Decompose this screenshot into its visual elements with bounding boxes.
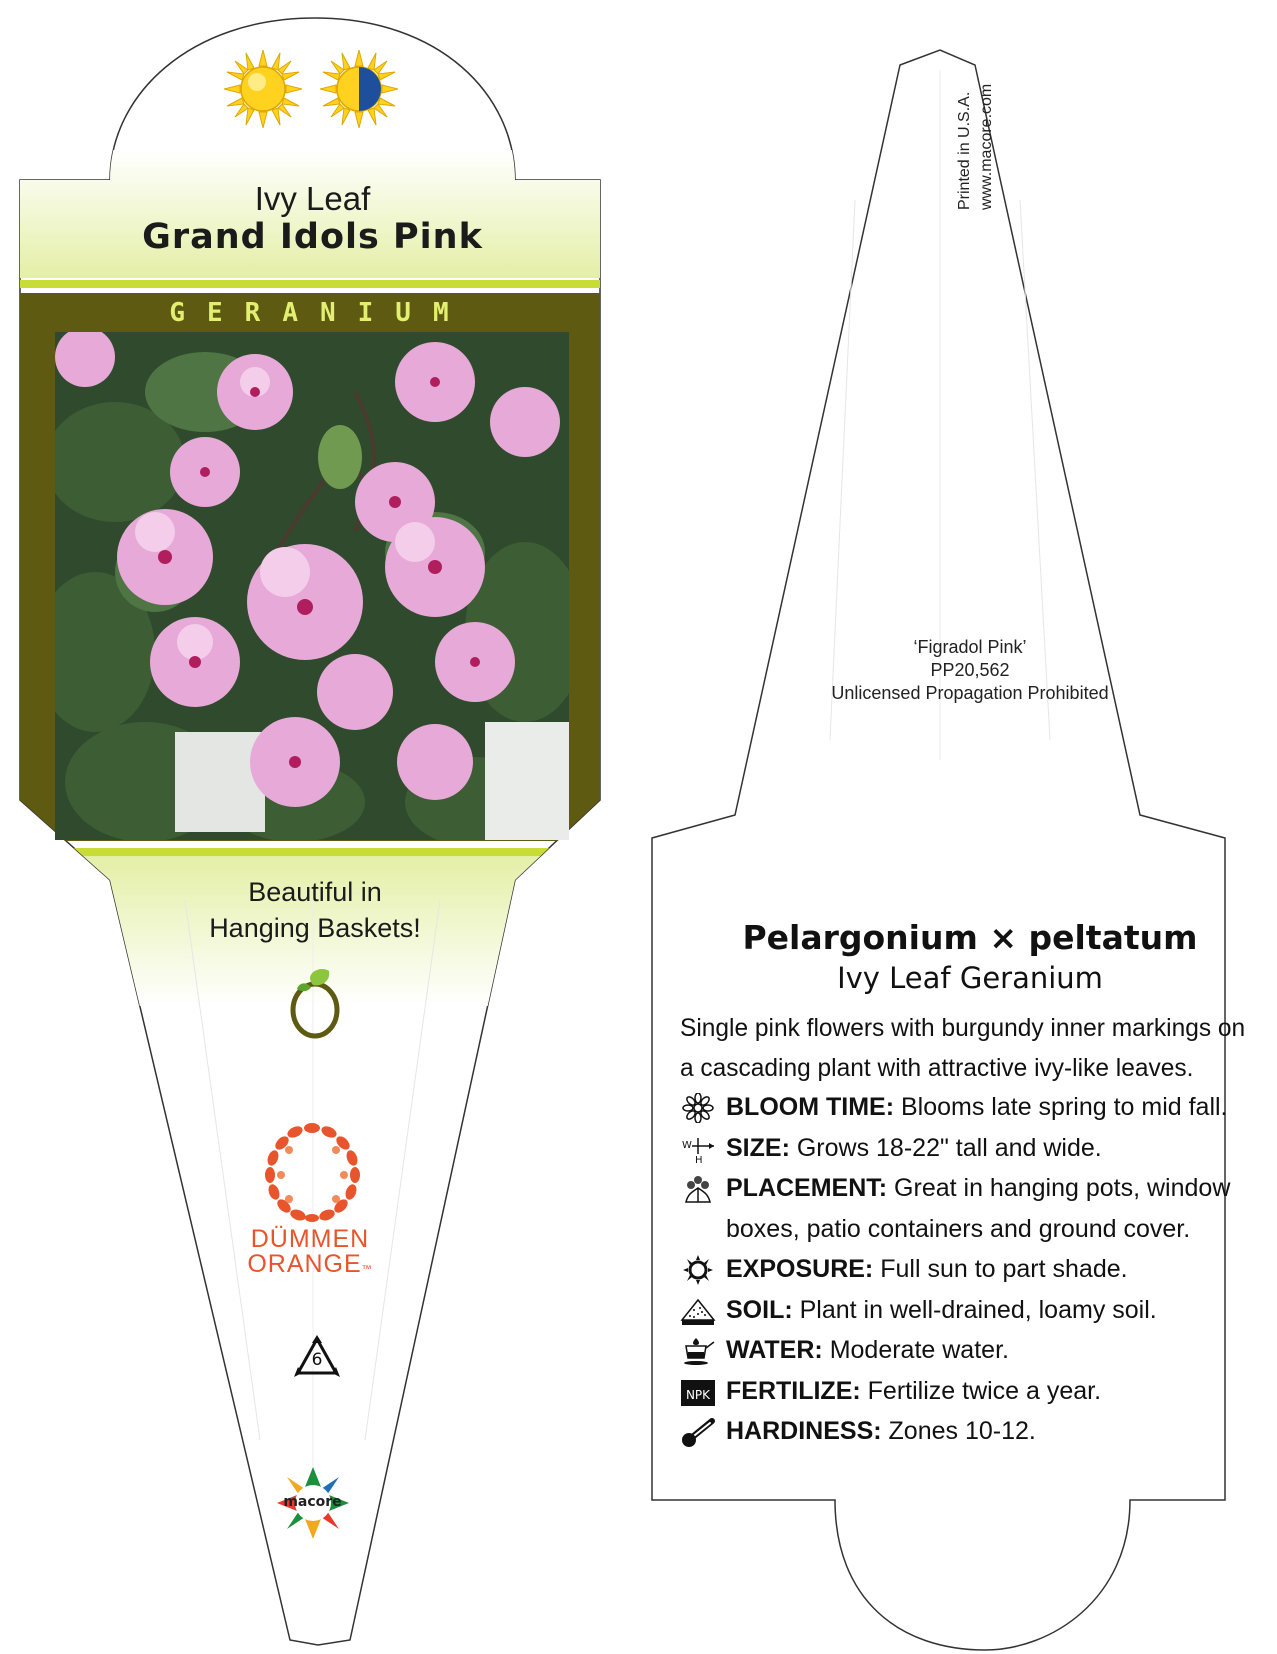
common-name: Ivy Leaf Geranium bbox=[837, 961, 1103, 995]
printed-in bbox=[954, 84, 998, 210]
brand-line1: DÜMMEN bbox=[250, 1225, 370, 1253]
water-icon bbox=[680, 1336, 716, 1366]
size-icon bbox=[680, 1134, 716, 1164]
size-icon-w: W bbox=[682, 1139, 692, 1151]
patent-info bbox=[740, 636, 1200, 705]
care-text: Plant in well-drained, loamy soil. bbox=[792, 1295, 1157, 1324]
care-text: Zones 10-12. bbox=[881, 1417, 1036, 1445]
soil-icon bbox=[680, 1296, 716, 1326]
cultivar-name: ‘Figradol Pink’ bbox=[913, 637, 1027, 657]
thermometer-icon bbox=[680, 1417, 716, 1447]
care-hardiness bbox=[678, 1411, 1268, 1452]
care-label: SOIL: bbox=[726, 1295, 793, 1324]
npk-label: NPK bbox=[685, 1387, 711, 1402]
dummen-orange-brand bbox=[230, 1227, 390, 1282]
patent-number: PP20,562 bbox=[930, 660, 1010, 680]
propagation-notice: Unlicensed Propagation Prohibited bbox=[831, 683, 1109, 703]
care-text: Great in hanging pots, window boxes, patio containers and ground cover. bbox=[726, 1174, 1231, 1243]
macore-logo-text: macore bbox=[283, 1494, 342, 1510]
care-text: Full sun to part shade. bbox=[873, 1255, 1128, 1283]
tagline bbox=[100, 874, 530, 946]
care-list bbox=[678, 1087, 1268, 1452]
variety-type: Ivy Leaf bbox=[254, 180, 371, 217]
brand-line2: ORANGE™ bbox=[247, 1250, 373, 1278]
printed-line2: www.macore.com bbox=[978, 83, 995, 210]
plant-description: Single pink flowers with burgundy inner markings on a cascading plant with attractive ivy-like leaves. bbox=[680, 1014, 1246, 1082]
care-text: Blooms late spring to mid fall. bbox=[894, 1093, 1228, 1121]
care-fertilize bbox=[678, 1371, 1268, 1412]
care-label: EXPOSURE: bbox=[726, 1255, 874, 1283]
sun-icon bbox=[680, 1255, 716, 1285]
care-bloom-time bbox=[678, 1087, 1268, 1128]
seed-logo-icon bbox=[285, 965, 345, 1040]
care-label: WATER: bbox=[726, 1336, 823, 1364]
care-text: Fertilize twice a year. bbox=[860, 1376, 1102, 1405]
care-label: HARDINESS: bbox=[726, 1417, 882, 1445]
care-soil bbox=[678, 1290, 1268, 1331]
care-label: BLOOM TIME: bbox=[726, 1093, 895, 1121]
plant-photo bbox=[55, 332, 569, 840]
variety-name: Grand Idols Pink bbox=[142, 217, 483, 257]
care-text: Grows 18-22" tall and wide. bbox=[789, 1133, 1102, 1162]
npk-icon bbox=[680, 1377, 716, 1407]
care-text: Moderate water. bbox=[822, 1336, 1009, 1364]
part-shade-icon bbox=[320, 50, 398, 128]
full-sun-icon bbox=[224, 50, 302, 128]
care-label: PLACEMENT: bbox=[726, 1174, 888, 1202]
printed-line1: Printed in U.S.A. bbox=[956, 91, 973, 210]
care-label: SIZE: bbox=[726, 1133, 790, 1162]
botanical-name: Pelargonium × peltatum bbox=[742, 918, 1198, 957]
placement-icon bbox=[680, 1174, 716, 1204]
care-placement bbox=[678, 1168, 1268, 1249]
care-water bbox=[678, 1330, 1268, 1371]
care-label: FERTILIZE: bbox=[726, 1376, 861, 1405]
flower-icon bbox=[680, 1093, 716, 1123]
size-icon-h: H bbox=[695, 1154, 703, 1164]
care-size bbox=[678, 1128, 1268, 1169]
care-exposure bbox=[678, 1249, 1268, 1290]
plant-banner: GERANIUM bbox=[169, 298, 471, 328]
recycle-code: 6 bbox=[311, 1350, 323, 1370]
tagline-line1: Beautiful in bbox=[248, 877, 382, 907]
dummen-orange-logo-icon bbox=[255, 1120, 370, 1225]
brand-trademark: ™ bbox=[361, 1264, 373, 1275]
tagline-line2: Hanging Baskets! bbox=[209, 913, 421, 943]
